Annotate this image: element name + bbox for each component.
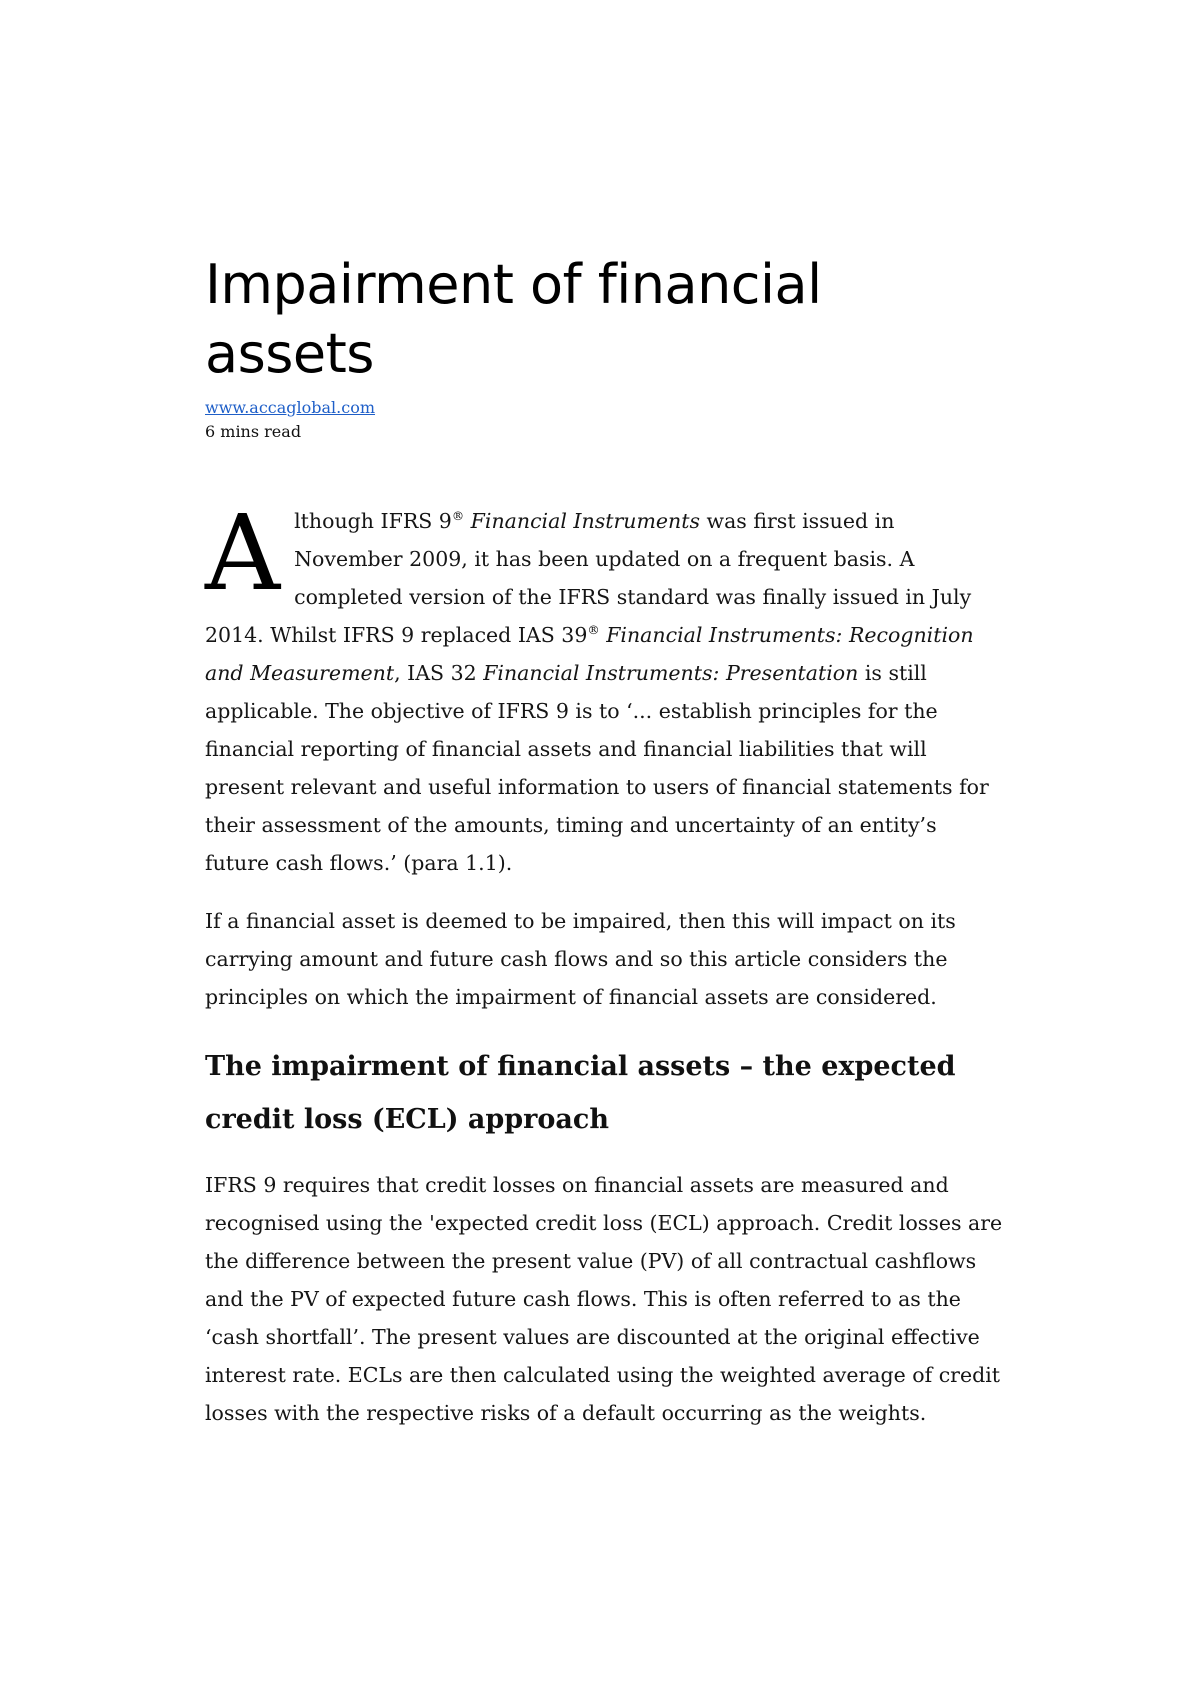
intro-italic-3: Financial Instruments: Presentation [483,661,859,685]
intro-italic-1: Financial Instruments [464,509,701,533]
intro-text-1: lthough IFRS 9 [294,509,452,533]
intro-text-2: was first issued in November 2009, it has been updated on a frequent basis. A completed version of the IFRS standard was finally issued in July 2014. Whilst IFRS 9 replaced IAS 39 [205,509,972,647]
registered-mark: ® [587,623,600,638]
page-title: Impairment of financial assets [205,253,822,385]
intro-paragraph [205,492,1005,882]
intro-italic-2: Financial Instruments: Recognition and Measurement [205,623,974,685]
body-paragraph-2: If a financial asset is deemed to be impaired, then this will impact on its carrying amount and future cash flows and so this article considers the principles on which the impairment of financial assets are considered. [205,909,956,1009]
intro-text-3: , IAS 32 [394,661,484,685]
registered-mark: ® [451,509,465,524]
read-time: 6 mins read [205,422,302,441]
drop-cap: A [205,492,281,614]
section-heading: The impairment of financial assets – the expected credit loss (ECL) approach [205,1051,956,1135]
intro-text-4: is still applicable. The objective of IFRS 9 is to ‘... establish principles for the financial reporting of financial assets and financial liabilities that will present relevant and useful information to users of financial statements for their assessment of the amounts, timing and uncertainty of an entity’s future cash flows.’ (para 1.1). [205,661,989,875]
body-paragraph-3: IFRS 9 requires that credit losses on financial assets are measured and recognised using the 'expected credit loss (ECL) approach. Credit losses are the difference between the present value (PV) of all contractual cashflows and the PV of expected future cash flows. This is often referred to as the ‘cash shortfall’. The present values are discounted at the original effective interest rate. ECLs are then calculated using the weighted average of credit losses with the respective risks of a default occurring as the weights. [205,1173,1003,1425]
source-link[interactable]: www.accaglobal.com [205,398,376,417]
article [205,250,1005,1432]
